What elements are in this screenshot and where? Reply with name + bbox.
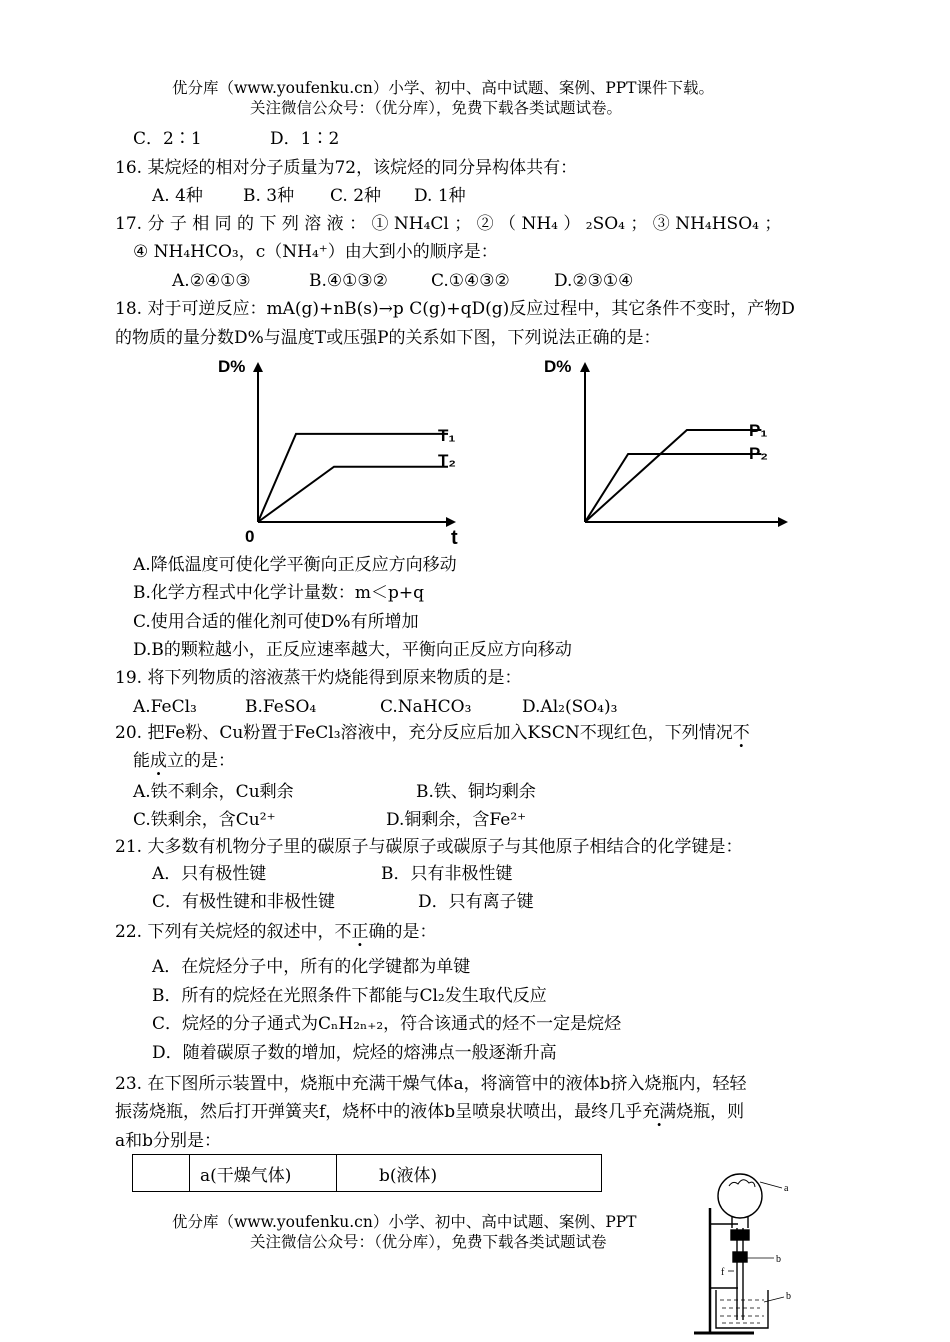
q23-answer-table bbox=[132, 1154, 602, 1192]
chart1-legend-t1: T₁ bbox=[438, 426, 456, 445]
q18-option-a: A.降低温度可使化学平衡向正反应方向移动 bbox=[133, 555, 457, 575]
q23-line-3: a和b分别是： bbox=[115, 1131, 222, 1151]
chart2-series-p2-line bbox=[585, 454, 761, 522]
q22-option-a: A．在烷烃分子中，所有的化学键都为单键 bbox=[152, 957, 471, 977]
q17-line-1: 17. 分 子 相 同 的 下 列 溶 液 ： ① NH₄Cl ； ② （ NH₄ ） ₂SO₄ ； ③ NH₄HSO₄ ； bbox=[115, 214, 782, 234]
fig-label-f: f bbox=[721, 1267, 725, 1278]
table-header-b: b(液体) bbox=[337, 1155, 602, 1192]
q21-option-b: B．只有非极性键 bbox=[381, 864, 513, 884]
q20-emphasis-2: 能成立 bbox=[133, 751, 184, 771]
q17-option-b: B.④①③② bbox=[309, 271, 388, 291]
q15-option-c: C．2∶1 bbox=[133, 129, 202, 149]
q16-option-b: B. 3种 bbox=[243, 186, 295, 206]
q18-charts bbox=[200, 350, 810, 550]
chart1-origin: 0 bbox=[245, 527, 255, 546]
fig-label-b-beaker: b bbox=[786, 1291, 791, 1302]
fig-label-a: a bbox=[784, 1183, 789, 1194]
q22-option-d: D．随着碳原子数的增加，烷烃的熔沸点一般逐渐升高 bbox=[152, 1043, 557, 1063]
q15-option-d: D．1∶2 bbox=[270, 129, 340, 149]
fig-label-b-dropper: b bbox=[776, 1254, 781, 1265]
footer-line-1: 优分库（www.youfenku.cn）小学、初中、高中试题、案例、PPT bbox=[172, 1213, 637, 1231]
q23-line-2 bbox=[115, 1101, 744, 1123]
q18-option-d: D.B的颗粒越小，正反应速率越大，平衡向正反应方向移动 bbox=[133, 640, 572, 660]
q17-option-d: D.②③①④ bbox=[554, 271, 634, 291]
q20-option-c: C.铁剩余，含Cu²⁺ bbox=[133, 810, 276, 830]
chart1-ylabel: D% bbox=[218, 357, 246, 376]
chart2-ylabel: D% bbox=[544, 357, 572, 376]
table-row bbox=[133, 1155, 602, 1192]
q21-option-c: C．有极性键和非极性键 bbox=[152, 892, 336, 912]
q22-stem bbox=[115, 921, 436, 943]
q21-option-a: A．只有极性键 bbox=[152, 864, 267, 884]
table-cell-blank bbox=[133, 1155, 190, 1192]
q23-emphasis: 充满 bbox=[642, 1102, 677, 1122]
q21-stem: 21. 大多数有机物分子里的碳原子与碳原子或碳原子与其他原子相结合的化学键是： bbox=[115, 837, 743, 857]
q22-option-b: B．所有的烷烃在光照条件下都能与Cl₂发生取代反应 bbox=[152, 986, 547, 1006]
q20-option-b: B.铁、铜均剩余 bbox=[416, 782, 536, 802]
q16-option-d: D. 1种 bbox=[414, 186, 466, 206]
q17-option-c: C.①④③② bbox=[431, 271, 510, 291]
q18-line-1: 18. 对于可逆反应：mA(g)+nB(s)→p C(g)+qD(g)反应过程中，其它条件不变时，产物D bbox=[115, 299, 795, 319]
q22-stem-c: 的是： bbox=[385, 922, 437, 942]
footer-line-2: 关注微信公众号：（优分库），免费下载各类试题试卷 bbox=[250, 1233, 607, 1251]
q23-line-2a: 振荡烧瓶，然后打开弹簧夹f，烧杯中的液体b呈喷泉状喷出，最终几乎 bbox=[115, 1102, 643, 1122]
q17-option-a: A.②④①③ bbox=[172, 271, 251, 291]
q19-stem: 19. 将下列物质的溶液蒸干灼烧能得到原来物质的是： bbox=[115, 668, 522, 688]
q23-line-1: 23. 在下图所示装置中，烧瓶中充满干燥气体a，将滴管中的液体b挤入烧瓶内，轻轻 bbox=[115, 1074, 747, 1094]
chart1-series-t1-line bbox=[258, 434, 448, 522]
q19-option-c: C.NaHCO₃ bbox=[380, 697, 472, 717]
q20-line-1-text: 20. 把Fe粉、Cu粉置于FeCl₃溶液中，充分反应后加入KSCN不现红色，下列情况 bbox=[115, 723, 733, 743]
q19-option-b: B.FeSO₄ bbox=[245, 697, 317, 717]
chart2-legend-p1: P₁ bbox=[749, 421, 768, 440]
q20-emphasis-1: 不 bbox=[732, 723, 750, 743]
q23-line-2c: 烧瓶，则 bbox=[676, 1102, 745, 1122]
q16-option-a: A. 4种 bbox=[152, 186, 203, 206]
chart2-legend-p2: P₂ bbox=[749, 444, 768, 463]
header-line-1: 优分库（www.youfenku.cn）小学、初中、高中试题、案例、PPT课件下载。 bbox=[172, 79, 715, 97]
q20-line-2 bbox=[133, 750, 235, 772]
fountain-apparatus-figure bbox=[688, 1168, 802, 1336]
q17-line-2: ④ NH₄HCO₃，c（NH₄⁺）由大到小的顺序是： bbox=[133, 242, 498, 262]
q22-emphasis: 不正确 bbox=[334, 922, 386, 942]
q20-line-1 bbox=[115, 722, 750, 744]
q19-option-d: D.Al₂(SO₄)₃ bbox=[522, 697, 618, 717]
q21-option-d: D．只有离子键 bbox=[418, 892, 534, 912]
q18-option-c: C.使用合适的催化剂可使D%有所增加 bbox=[133, 612, 419, 632]
q20-option-d: D.铜剩余，含Fe²⁺ bbox=[386, 810, 527, 830]
chart1-legend-t2: T₂ bbox=[438, 451, 456, 470]
q20-line-2-text: 的是： bbox=[184, 751, 235, 771]
chart2-series-p1-line bbox=[585, 430, 761, 522]
q19-option-a: A.FeCl₃ bbox=[133, 697, 197, 717]
q22-stem-a: 22. 下列有关烷烃的叙述中， bbox=[115, 922, 335, 942]
chart1-xlabel: t bbox=[451, 527, 458, 549]
header-line-2: 关注微信公众号：（优分库），免费下载各类试题试卷。 bbox=[250, 99, 623, 117]
chart1-series-t2-line bbox=[258, 467, 448, 522]
q20-option-a: A.铁不剩余，Cu剩余 bbox=[133, 782, 294, 802]
q22-option-c: C．烷烃的分子通式为CₙH₂ₙ₊₂，符合该通式的烃不一定是烷烃 bbox=[152, 1014, 622, 1034]
q18-option-b: B.化学方程式中化学计量数：m＜p+q bbox=[133, 583, 425, 603]
q16-stem: 16. 某烷烃的相对分子质量为72，该烷烃的同分异构体共有： bbox=[115, 158, 578, 178]
table-header-a: a(干燥气体) bbox=[190, 1155, 337, 1192]
q18-line-2: 的物质的量分数D%与温度T或压强P的关系如下图，下列说法正确的是： bbox=[115, 328, 661, 348]
q16-option-c: C. 2种 bbox=[330, 186, 382, 206]
